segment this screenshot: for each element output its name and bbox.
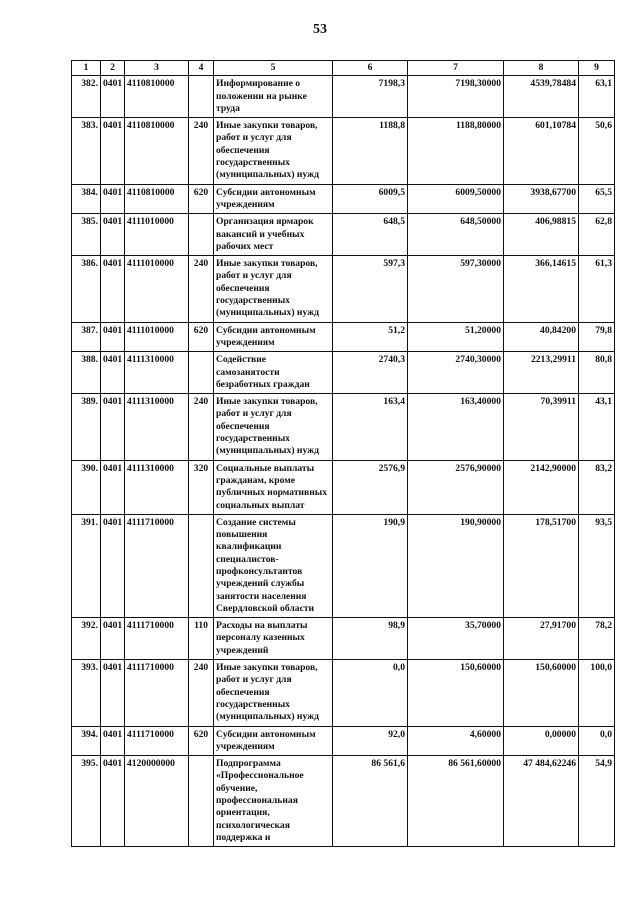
expense-type-code <box>189 514 214 617</box>
expense-type-code: 240 <box>189 256 214 322</box>
row-number: 391. <box>72 514 101 617</box>
item-name: Содействие самозанятости безработных граждан <box>214 352 333 394</box>
table-row <box>72 322 615 352</box>
target-article-code: 4111010000 <box>125 256 189 322</box>
execution-percent: 79,8 <box>579 322 615 352</box>
table-row <box>72 660 615 726</box>
table-row <box>72 76 615 118</box>
executed-amount: 27,91700 <box>504 618 579 660</box>
section-code: 0401 <box>101 460 125 514</box>
approved-amount: 2740,30000 <box>408 352 504 394</box>
expense-type-code: 110 <box>189 618 214 660</box>
target-article-code: 4120000000 <box>125 756 189 847</box>
planned-amount: 1188,8 <box>333 118 408 184</box>
expense-type-code <box>189 756 214 847</box>
expense-type-code <box>189 76 214 118</box>
approved-amount: 7198,30000 <box>408 76 504 118</box>
approved-amount: 190,90000 <box>408 514 504 617</box>
executed-amount: 0,00000 <box>504 726 579 756</box>
section-code: 0401 <box>101 184 125 214</box>
planned-amount: 2740,3 <box>333 352 408 394</box>
col-header: 9 <box>579 61 615 76</box>
execution-percent: 54,9 <box>579 756 615 847</box>
section-code: 0401 <box>101 214 125 256</box>
planned-amount: 92,0 <box>333 726 408 756</box>
item-name: Создание системы повышения квалификации специалистов-профконсультантов учреждений службы занятости населения Свердловской области <box>214 514 333 617</box>
execution-percent: 93,5 <box>579 514 615 617</box>
planned-amount: 86 561,6 <box>333 756 408 847</box>
expense-type-code: 620 <box>189 184 214 214</box>
table-row <box>72 118 615 184</box>
item-name: Расходы на выплаты персоналу казенных учреждений <box>214 618 333 660</box>
table-row <box>72 394 615 460</box>
row-number: 393. <box>72 660 101 726</box>
col-header: 5 <box>214 61 333 76</box>
target-article-code: 4111710000 <box>125 618 189 660</box>
row-number: 394. <box>72 726 101 756</box>
planned-amount: 597,3 <box>333 256 408 322</box>
expense-type-code: 320 <box>189 460 214 514</box>
target-article-code: 4111010000 <box>125 322 189 352</box>
table-row <box>72 618 615 660</box>
section-code: 0401 <box>101 76 125 118</box>
item-name: Иные закупки товаров, работ и услуг для обеспечения государственных (муниципальных) нужд <box>214 660 333 726</box>
execution-percent: 78,2 <box>579 618 615 660</box>
execution-percent: 83,2 <box>579 460 615 514</box>
col-header: 4 <box>189 61 214 76</box>
approved-amount: 86 561,60000 <box>408 756 504 847</box>
row-number: 386. <box>72 256 101 322</box>
section-code: 0401 <box>101 726 125 756</box>
execution-percent: 62,8 <box>579 214 615 256</box>
planned-amount: 6009,5 <box>333 184 408 214</box>
section-code: 0401 <box>101 514 125 617</box>
planned-amount: 163,4 <box>333 394 408 460</box>
target-article-code: 4110810000 <box>125 118 189 184</box>
planned-amount: 648,5 <box>333 214 408 256</box>
col-header: 6 <box>333 61 408 76</box>
approved-amount: 51,20000 <box>408 322 504 352</box>
approved-amount: 163,40000 <box>408 394 504 460</box>
item-name: Организация ярмарок вакансий и учебных рабочих мест <box>214 214 333 256</box>
planned-amount: 2576,9 <box>333 460 408 514</box>
col-header: 8 <box>504 61 579 76</box>
planned-amount: 0,0 <box>333 660 408 726</box>
planned-amount: 7198,3 <box>333 76 408 118</box>
table-row <box>72 352 615 394</box>
executed-amount: 40,84200 <box>504 322 579 352</box>
approved-amount: 6009,50000 <box>408 184 504 214</box>
table-row <box>72 514 615 617</box>
approved-amount: 150,60000 <box>408 660 504 726</box>
executed-amount: 3938,67700 <box>504 184 579 214</box>
expense-type-code <box>189 352 214 394</box>
executed-amount: 2142,90000 <box>504 460 579 514</box>
table-row <box>72 756 615 847</box>
header-row <box>72 61 615 76</box>
approved-amount: 648,50000 <box>408 214 504 256</box>
table-row <box>72 214 615 256</box>
item-name: Субсидии автономным учреждениям <box>214 322 333 352</box>
execution-percent: 100,0 <box>579 660 615 726</box>
executed-amount: 70,39911 <box>504 394 579 460</box>
table-row <box>72 726 615 756</box>
row-number: 382. <box>72 76 101 118</box>
execution-percent: 43,1 <box>579 394 615 460</box>
section-code: 0401 <box>101 756 125 847</box>
expense-type-code: 620 <box>189 726 214 756</box>
execution-percent: 50,6 <box>579 118 615 184</box>
item-name: Информирование о положении на рынке труда <box>214 76 333 118</box>
target-article-code: 4111710000 <box>125 514 189 617</box>
row-number: 392. <box>72 618 101 660</box>
row-number: 383. <box>72 118 101 184</box>
col-header: 3 <box>125 61 189 76</box>
target-article-code: 4110810000 <box>125 184 189 214</box>
approved-amount: 2576,90000 <box>408 460 504 514</box>
item-name: Субсидии автономным учреждениям <box>214 184 333 214</box>
row-number: 385. <box>72 214 101 256</box>
target-article-code: 4111310000 <box>125 352 189 394</box>
target-article-code: 4111310000 <box>125 394 189 460</box>
execution-percent: 65,5 <box>579 184 615 214</box>
planned-amount: 51,2 <box>333 322 408 352</box>
item-name: Социальные выплаты гражданам, кроме публичных нормативных социальных выплат <box>214 460 333 514</box>
expense-type-code: 240 <box>189 394 214 460</box>
page-number: 53 <box>313 22 327 37</box>
expense-type-code: 620 <box>189 322 214 352</box>
target-article-code: 4111710000 <box>125 660 189 726</box>
planned-amount: 98,9 <box>333 618 408 660</box>
target-article-code: 4111710000 <box>125 726 189 756</box>
row-number: 395. <box>72 756 101 847</box>
table-row <box>72 184 615 214</box>
section-code: 0401 <box>101 352 125 394</box>
section-code: 0401 <box>101 618 125 660</box>
approved-amount: 597,30000 <box>408 256 504 322</box>
approved-amount: 35,70000 <box>408 618 504 660</box>
approved-amount: 4,60000 <box>408 726 504 756</box>
executed-amount: 150,60000 <box>504 660 579 726</box>
item-name: Иные закупки товаров, работ и услуг для обеспечения государственных (муниципальных) нужд <box>214 256 333 322</box>
executed-amount: 601,10784 <box>504 118 579 184</box>
row-number: 389. <box>72 394 101 460</box>
expense-type-code: 240 <box>189 660 214 726</box>
execution-percent: 80,8 <box>579 352 615 394</box>
col-header: 1 <box>72 61 101 76</box>
target-article-code: 4110810000 <box>125 76 189 118</box>
table-row <box>72 460 615 514</box>
executed-amount: 4539,78484 <box>504 76 579 118</box>
section-code: 0401 <box>101 660 125 726</box>
section-code: 0401 <box>101 322 125 352</box>
executed-amount: 47 484,62246 <box>504 756 579 847</box>
col-header: 7 <box>408 61 504 76</box>
executed-amount: 178,51700 <box>504 514 579 617</box>
row-number: 388. <box>72 352 101 394</box>
row-number: 384. <box>72 184 101 214</box>
row-number: 387. <box>72 322 101 352</box>
expense-type-code: 240 <box>189 118 214 184</box>
section-code: 0401 <box>101 256 125 322</box>
col-header: 2 <box>101 61 125 76</box>
approved-amount: 1188,80000 <box>408 118 504 184</box>
execution-percent: 0,0 <box>579 726 615 756</box>
table-row <box>72 256 615 322</box>
row-number: 390. <box>72 460 101 514</box>
executed-amount: 406,98815 <box>504 214 579 256</box>
item-name: Подпрограмма «Профессиональное обучение, профессиональная ориентация, психологическая поддержка и <box>214 756 333 847</box>
expense-type-code <box>189 214 214 256</box>
item-name: Субсидии автономным учреждениям <box>214 726 333 756</box>
planned-amount: 190,9 <box>333 514 408 617</box>
execution-percent: 61,3 <box>579 256 615 322</box>
section-code: 0401 <box>101 118 125 184</box>
budget-table <box>71 60 615 847</box>
executed-amount: 2213,29911 <box>504 352 579 394</box>
target-article-code: 4111010000 <box>125 214 189 256</box>
item-name: Иные закупки товаров, работ и услуг для обеспечения государственных (муниципальных) нужд <box>214 394 333 460</box>
target-article-code: 4111310000 <box>125 460 189 514</box>
item-name: Иные закупки товаров, работ и услуг для обеспечения государственных (муниципальных) нужд <box>214 118 333 184</box>
execution-percent: 63,1 <box>579 76 615 118</box>
executed-amount: 366,14615 <box>504 256 579 322</box>
section-code: 0401 <box>101 394 125 460</box>
